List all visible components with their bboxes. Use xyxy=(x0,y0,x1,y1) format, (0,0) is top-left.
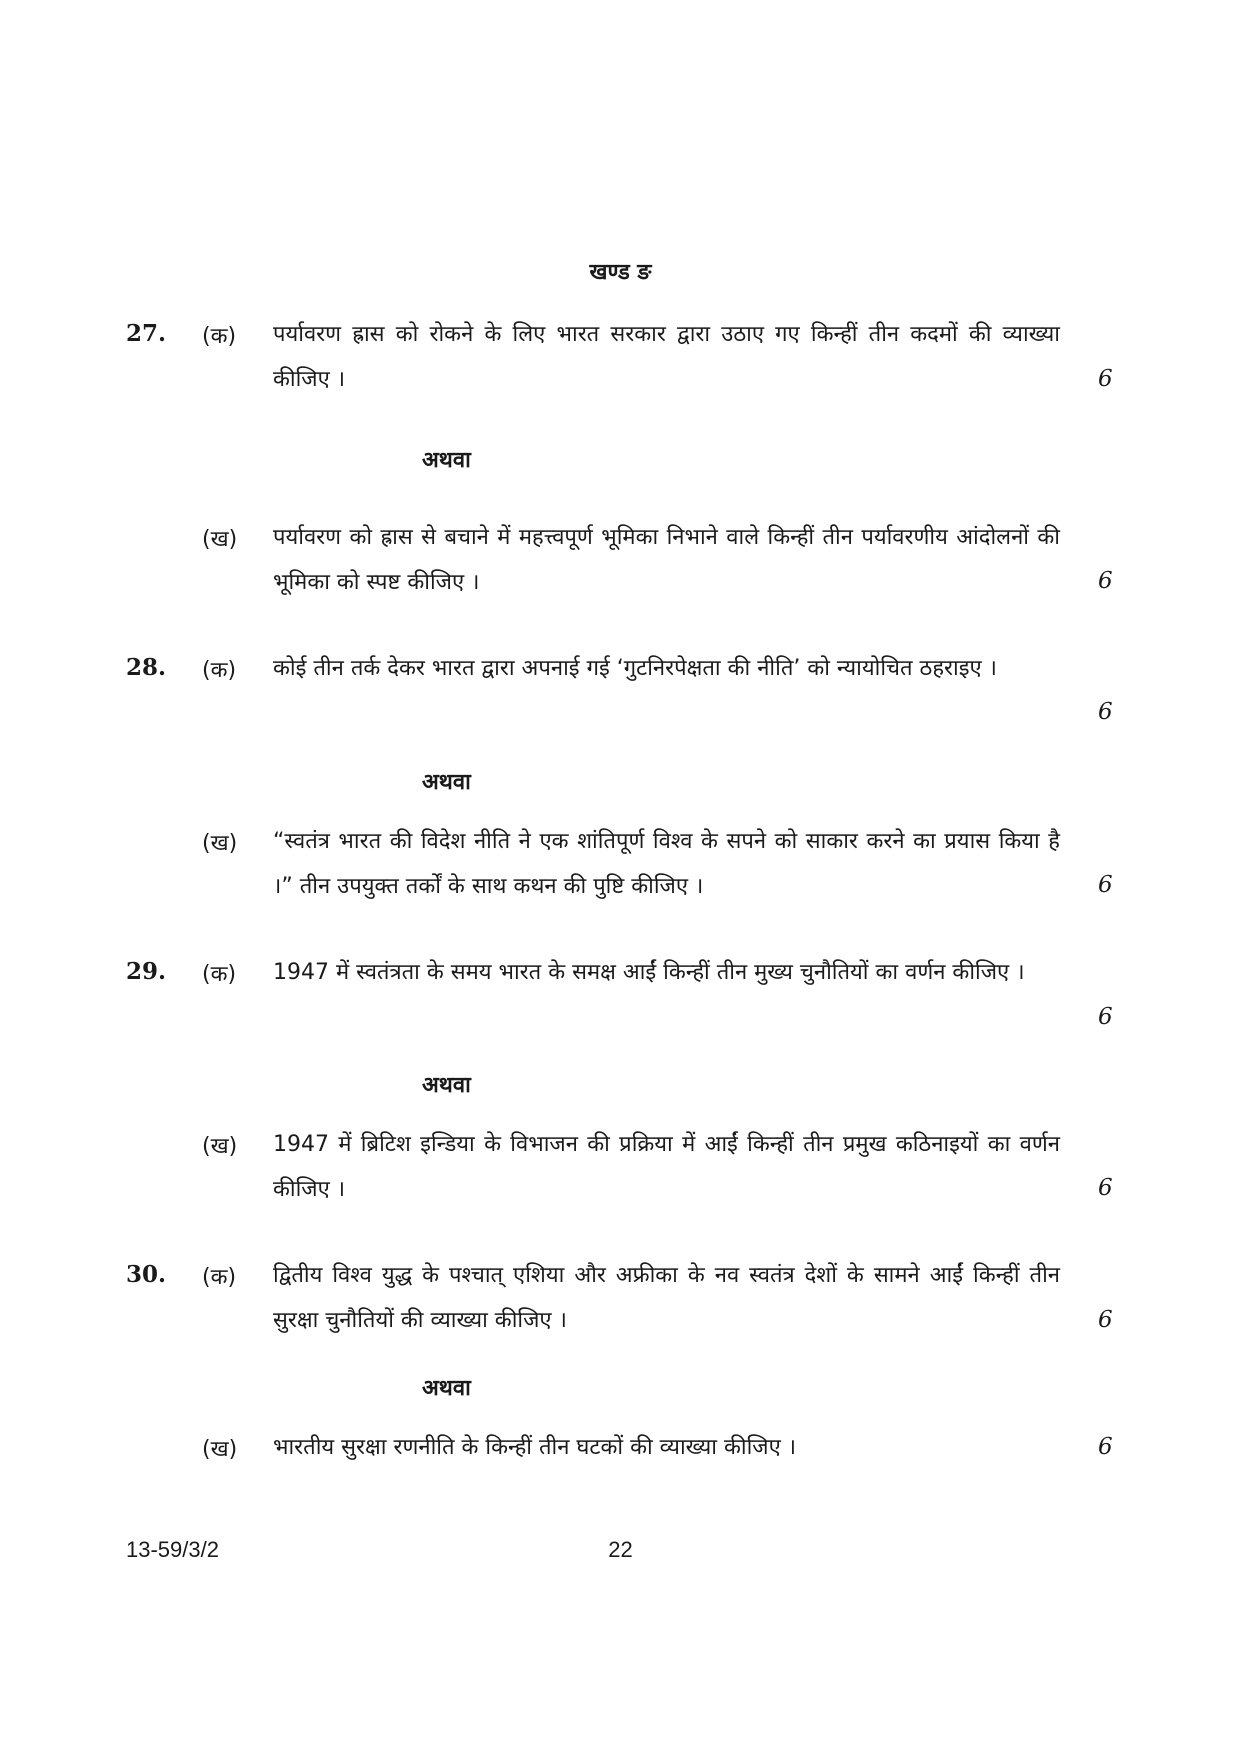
question-28-part-a-marks: 6 xyxy=(1098,699,1113,725)
question-27-part-a-text: पर्यावरण ह्रास को रोकने के लिए भारत सरकार द्वारा उठाए गए किन्हीं तीन कदमों की व्याख्या कीजिए । xyxy=(273,322,1060,392)
question-30-part-b-marks: 6 xyxy=(1098,1434,1113,1460)
question-27-part-a-label: (क) xyxy=(202,324,237,349)
question-30-or-label: अथवा xyxy=(422,1376,471,1401)
question-27-part-a-marks: 6 xyxy=(1098,366,1113,392)
question-29-part-b-marks: 6 xyxy=(1098,1175,1113,1201)
question-28-part-b-label: (ख) xyxy=(202,831,238,856)
question-29-part-b-label: (ख) xyxy=(202,1134,238,1159)
question-number-28: 28. xyxy=(126,654,167,681)
question-number-29: 29. xyxy=(126,958,167,985)
question-30-part-a-label: (क) xyxy=(202,1265,237,1290)
question-28-part-b-text: “स्वतंत्र भारत की विदेश नीति ने एक शांतिपूर्ण विश्व के सपने को साकार करने का प्रयास किया है ।” तीन उपयुक्त तर्कों के साथ कथन की पुष्टि कीजिए । xyxy=(273,829,1060,899)
question-30-part-b-text: भारतीय सुरक्षा रणनीति के किन्हीं तीन घटकों की व्याख्या कीजिए । xyxy=(273,1435,797,1460)
paper-code: 13-59/3/2 xyxy=(126,1537,219,1562)
question-number-27: 27. xyxy=(126,320,167,347)
question-28-part-a-text: कोई तीन तर्क देकर भारत द्वारा अपनाई गई ‘गुटनिरपेक्षता की नीति’ को न्यायोचित ठहराइए । xyxy=(273,656,997,681)
question-27-part-b-marks: 6 xyxy=(1098,568,1113,594)
question-30-part-a-marks: 6 xyxy=(1098,1307,1113,1333)
question-29-part-a-label: (क) xyxy=(202,962,237,987)
question-29-part-a-marks: 6 xyxy=(1098,1004,1113,1030)
question-28-part-b-marks: 6 xyxy=(1098,872,1113,898)
question-27-or-label: अथवा xyxy=(422,448,471,473)
page-number: 22 xyxy=(608,1537,633,1562)
question-27-part-b-label: (ख) xyxy=(202,527,238,552)
question-28-part-a-label: (क) xyxy=(202,658,237,683)
question-29-part-a-text: 1947 में स्वतंत्रता के समय भारत के समक्ष आईं किन्हीं तीन मुख्य चुनौतियों का वर्णन कीजिए । xyxy=(273,960,1025,985)
question-29-or-label: अथवा xyxy=(422,1073,471,1098)
question-27-part-b-text: पर्यावरण को ह्रास से बचाने में महत्त्वपूर्ण भूमिका निभाने वाले किन्हीं तीन पर्यावरणीय आंदोलनों की भूमिका को स्पष्ट कीजिए । xyxy=(273,525,1060,595)
question-29-part-b-text: 1947 में ब्रिटिश इन्डिया के विभाजन की प्रक्रिया में आईं किन्हीं तीन प्रमुख कठिनाइयों का वर्णन कीजिए । xyxy=(273,1132,1060,1202)
question-30-part-b-label: (ख) xyxy=(202,1437,238,1462)
question-number-30: 30. xyxy=(126,1261,167,1288)
question-30-part-a-text: द्वितीय विश्व युद्ध के पश्चात् एशिया और अफ्रीका के नव स्वतंत्र देशों के सामने आईं किन्हीं तीन सुरक्षा चुनौतियों की व्याख्या कीजिए । xyxy=(273,1263,1060,1333)
question-28-or-label: अथवा xyxy=(422,770,471,795)
section-title: खण्ड ङ xyxy=(589,260,652,285)
